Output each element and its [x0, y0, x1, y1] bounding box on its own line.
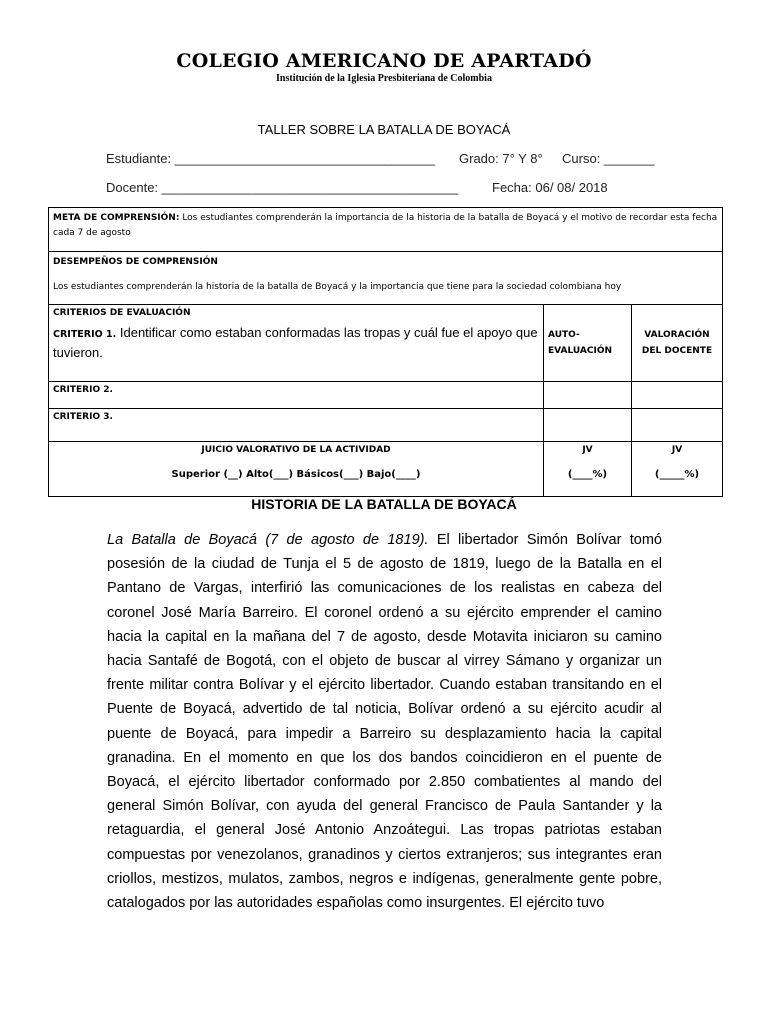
- worksheet-title: TALLER SOBRE LA BATALLA DE BOYACÁ: [257, 122, 511, 137]
- teacher-eval-header: VALORACIÓN DEL DOCENTE: [632, 305, 723, 382]
- desempenos-label: DESEMPEÑOS DE COMPRENSIÓN: [53, 257, 218, 267]
- criterio3-teacher-cell: [632, 409, 723, 442]
- jv-teacher-percent: (_____%): [654, 469, 700, 480]
- criterio3-label: CRITERIO 3.: [49, 409, 544, 442]
- jv-teacher-cell: [632, 442, 723, 497]
- criterio2-auto-cell: [544, 382, 632, 409]
- juicio-scale: Superior (__) Alto(___) Básicos(___) Bajo(____): [171, 469, 421, 480]
- school-name: COLEGIO AMERICANO DE APARTADÓ: [176, 50, 592, 72]
- criterio1-row: [49, 305, 723, 382]
- student-field: Estudiante: ____________________________________: [106, 151, 435, 166]
- history-paragraph: [107, 528, 662, 915]
- meta-row: [49, 208, 723, 252]
- course-field: Curso: _______: [562, 151, 655, 166]
- meta-label: META DE COMPRENSIÓN:: [53, 213, 180, 223]
- desempenos-row: [49, 252, 723, 305]
- history-lead: La Batalla de Boyacá (7 de agosto de 1819).: [107, 532, 429, 548]
- jv-teacher-label: JV: [671, 445, 683, 455]
- jv-auto-cell: [544, 442, 632, 497]
- jv-auto-label: JV: [582, 445, 593, 455]
- criterio2-label: CRITERIO 2.: [49, 382, 544, 409]
- criterio1-cell: [49, 305, 544, 382]
- criterios-label: CRITERIOS DE EVALUACIÓN: [53, 308, 191, 318]
- juicio-cell: [49, 442, 544, 497]
- criterio2-row: [49, 382, 723, 409]
- criterio3-auto-cell: [544, 409, 632, 442]
- auto-eval-header: AUTO-EVALUACIÓN: [544, 305, 632, 382]
- history-body: El libertador Simón Bolívar tomó posesión de la ciudad de Tunja el 5 de agosto de 1819, luego de la Batalla en el Pantano de Vargas, interfirió las comunicaciones de los realistas en cabeza del coronel José María Barreiro. El coronel ordenó a su ejército emprender el camino hacia la capital en la mañana del 7 de agosto, desde Motavita iniciaron su camino hacia Santafé de Bogotá, con el objeto de buscar al virrey Sámano y organizar un frente militar contra Bolívar y el ejército libertador. Cuando estaban transitando en el Puente de Boyacá, advertido de tal noticia, Bolívar ordenó a su ejército acudir al puente de Boyacá, para impedir a Barreiro su desplazamiento hacia la capital granadina. En el momento en que los dos bandos coincidieron en el puente de Boyacá, el ejército libertador conformado por 2.850 combatientes al mando del general Simón Bolívar, con ayuda del general Francisco de Paula Santander y la retaguardia, el general José Antonio Anzoátegui. Las tropas patriotas estaban compuestas por venezolanos, granadinos y ciertos extranjeros; sus integrantes eran criollos, mestizos, mulatos, zambos, negros e indígenas, generalmente gente pobre, catalogados por las autoridades españolas como insurgentes. El ejército tuvo: [107, 532, 662, 912]
- criterio2-teacher-cell: [632, 382, 723, 409]
- school-subtitle: Institución de la Iglesia Presbiteriana de Colombia: [276, 73, 492, 84]
- evaluation-table: [48, 207, 723, 497]
- juicio-label: JUICIO VALORATIVO DE LA ACTIVIDAD: [201, 445, 391, 455]
- desempenos-text: Los estudiantes comprenderán la historia de la batalla de Boyacá y la importancia que tiene para la sociedad colombiana hoy: [53, 282, 622, 292]
- meta-text: Los estudiantes comprenderán la importancia de la historia de la batalla de Boyacá y el motivo de recordar esta fecha cada 7 de agosto: [53, 213, 718, 238]
- criterio3-row: [49, 409, 723, 442]
- criterio1-text: Identificar como estaban conformadas las tropas y cuál fue el apoyo que tuvieron.: [53, 325, 538, 360]
- history-title: HISTORIA DE LA BATALLA DE BOYACÁ: [251, 496, 517, 512]
- criterio1-label: CRITERIO 1.: [53, 329, 117, 340]
- jv-auto-percent: (____%): [567, 469, 608, 480]
- desempenos-cell: [49, 252, 723, 305]
- date-field: Fecha: 06/ 08/ 2018: [492, 180, 608, 195]
- juicio-row: [49, 442, 723, 497]
- meta-cell: [49, 208, 723, 252]
- grade-field: Grado: 7° Y 8°: [459, 151, 543, 166]
- teacher-field: Docente: _________________________________________: [106, 180, 459, 195]
